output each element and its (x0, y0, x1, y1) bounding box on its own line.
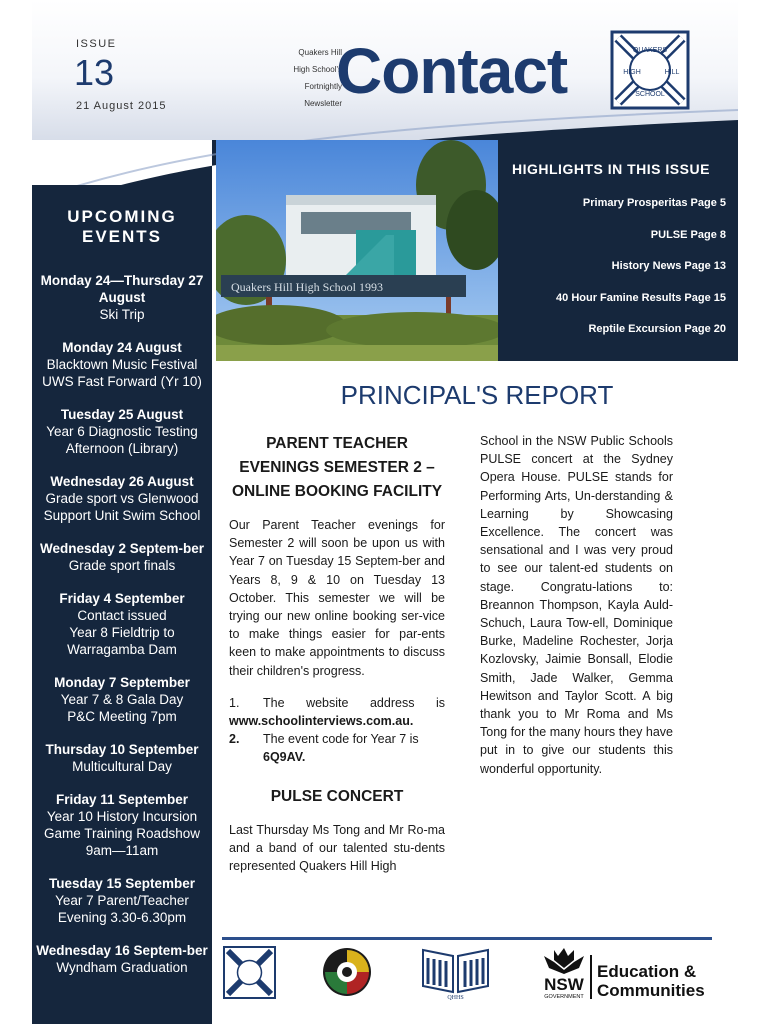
section-heading: PULSE CONCERT (270, 787, 404, 805)
issue-date: 21 August 2015 (76, 100, 167, 112)
event-detail: Grade sport finals (68, 558, 176, 573)
photo-sign-text: Quakers Hill High School 1993 (231, 280, 383, 294)
principals-report-title: PRINCIPAL'S REPORT (340, 380, 614, 410)
website-link[interactable]: www.schoolinterviews.com.au. (229, 714, 414, 729)
event-detail: Support Unit Swim School (43, 508, 201, 523)
event-item (32, 741, 212, 775)
list-number: 2. (229, 732, 240, 747)
event-detail: Year 7 Parent/Teacher (55, 893, 189, 908)
event-item (32, 540, 212, 574)
crest-text: HIGH (623, 69, 641, 76)
event-detail: P&C Meeting 7pm (67, 709, 177, 724)
instruction-list (229, 694, 445, 767)
event-date: Monday 24—Thursday 27 August (40, 273, 204, 305)
event-detail: 9am—11am (85, 843, 159, 858)
event-detail: Wyndham Graduation (56, 960, 188, 975)
event-detail: UWS Fast Forward (Yr 10) (42, 374, 202, 389)
event-item (32, 875, 212, 926)
crest-text: QUAKERS (632, 47, 668, 54)
list-text-pre: The event code for Year 7 is (263, 732, 419, 747)
highlight-item[interactable]: Primary Prosperitas Page 5 (582, 197, 726, 209)
newsletter-tagline (262, 44, 342, 112)
section-paragraph: Our Parent Teacher evenings for Semester 2 will soon be upon us with Year 7 on Tuesday 15 Septem-ber and Years 8, 9 & 10 on Tuesday 13 October. This semester we will be trying our new online booking ser-vice to make things easier for par-ents keen to make appointments to discuss their children's progress. (229, 518, 445, 678)
event-detail: Warragamba Dam (67, 642, 177, 657)
issue-label: ISSUE (76, 38, 117, 50)
issue-number: 13 (74, 52, 115, 93)
school-crest-logo (610, 30, 690, 110)
crest-text: SCHOOL (635, 91, 665, 98)
section-paragraph: School in the NSW Public Schools PULSE concert at the Sydney Opera House. PULSE stands for Performing Arts, Un-derstanding & Learning by Showcasing Excellence. The concert was sensational and I was very proud to see our talent-ed students on stage. Congratu-lations to: Breannon Thompson, Kayla Auld-Schuch, Laura Tow-ell, Dominique Burke, Madeline Rochester, Jorja Kozlovsky, Jaimie Bonsall, Elodie Smith, Jade Walker, Gemma Hewitson and Taylor Scott. A big thank you to Mr Roma and Ms Tong for the many hours they have put in to give our students this wonderful opportunity. (480, 434, 673, 776)
tagline-line: Newsletter (304, 99, 342, 108)
highlight-item[interactable]: Reptile Excursion Page 20 (588, 323, 726, 335)
department-line: Communities (597, 981, 705, 1000)
qhhs-book-logo (418, 946, 493, 1000)
event-detail: Year 7 & 8 Gala Day (60, 692, 184, 707)
report-column-2 (480, 432, 673, 778)
event-item (32, 791, 212, 859)
nsw-label: NSW (544, 975, 584, 994)
event-detail: Blacktown Music Festival (46, 357, 198, 372)
highlights-title: HIGHLIGHTS IN THIS ISSUE (512, 161, 710, 177)
sidebar-title (32, 207, 212, 247)
department-divider (590, 955, 592, 999)
event-detail: Multicultural Day (72, 759, 172, 774)
section-heading: PARENT TEACHER EVENINGS SEMESTER 2 – ONLINE BOOKING FACILITY (231, 435, 443, 500)
event-date: Wednesday 16 Septem-ber (36, 943, 208, 958)
highlight-item[interactable]: History News Page 13 (611, 260, 726, 272)
department-line: Education & (597, 962, 697, 981)
event-item (32, 473, 212, 524)
event-detail: Contact issued (77, 608, 167, 623)
department-name (597, 962, 705, 1000)
crest-text: HILL (664, 69, 680, 76)
event-detail: Year 6 Diagnostic Testing (46, 424, 198, 439)
event-date: Thursday 10 September (45, 742, 199, 757)
event-date: Wednesday 2 Septem-ber (39, 541, 205, 556)
qhhs-label: QHHS (447, 995, 464, 1000)
report-column-1 (229, 432, 445, 889)
tagline-line: High School's (293, 65, 342, 74)
highlight-item[interactable]: PULSE Page 8 (650, 229, 726, 241)
school-photo (216, 140, 498, 361)
list-text (229, 694, 445, 730)
sidebar-title-line: EVENTS (81, 227, 163, 246)
event-date: Monday 7 September (54, 675, 190, 690)
event-item (32, 590, 212, 658)
event-date: Friday 11 September (55, 792, 189, 807)
event-item (32, 272, 212, 323)
tagline-line: Fortnightly (304, 82, 342, 91)
event-code: 6Q9AV. (263, 750, 306, 765)
event-item (32, 942, 212, 976)
upcoming-events-sidebar (32, 185, 212, 1024)
event-detail: Grade sport vs Glenwood (45, 491, 199, 506)
footer-rule (222, 937, 712, 940)
event-item (32, 674, 212, 725)
list-item (229, 694, 445, 730)
event-date: Tuesday 25 August (60, 407, 184, 422)
event-item (32, 406, 212, 457)
tagline-line: Quakers Hill (298, 48, 342, 57)
highlights-box (498, 140, 738, 361)
event-detail: Ski Trip (99, 307, 145, 322)
list-text (263, 730, 445, 766)
aboriginal-education-logo (320, 946, 375, 998)
event-detail: Year 10 History Incursion (46, 809, 198, 824)
list-number: 1. (229, 695, 240, 710)
event-date: Monday 24 August (62, 340, 182, 355)
list-item (229, 730, 445, 766)
school-crest-small-logo (222, 945, 277, 1000)
newsletter-title: Contact (336, 35, 568, 107)
section-paragraph: Last Thursday Ms Tong and Mr Ro-ma and a band of our talented stu-dents represented Quakers Hill High (229, 822, 445, 874)
event-detail: Evening 3.30-6.30pm (57, 910, 187, 925)
highlight-item[interactable]: 40 Hour Famine Results Page 15 (556, 292, 726, 304)
list-text-pre: The website address is (263, 695, 445, 710)
event-detail: Game Training Roadshow (43, 826, 201, 841)
event-item (32, 339, 212, 390)
event-list (32, 272, 212, 992)
sidebar-title-line: UPCOMING (67, 207, 177, 226)
nsw-government-waratah-logo (534, 946, 594, 1000)
government-label: GOVERNMENT (544, 994, 584, 1000)
event-detail: Afternoon (Library) (65, 441, 179, 456)
event-detail: Year 8 Fieldtrip to (69, 625, 175, 640)
event-date: Tuesday 15 September (48, 876, 196, 891)
event-date: Wednesday 26 August (50, 474, 194, 489)
event-date: Friday 4 September (59, 591, 185, 606)
